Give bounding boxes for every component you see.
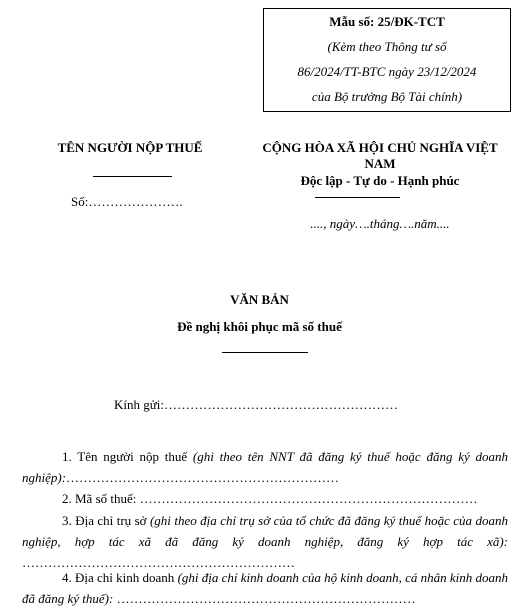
field-hint: (ghi theo địa chỉ trụ sở của tổ chức đã đăng ký thuế hoặc của doanh nghiệp, hợp tác xã đã đăng ký doanh nghiệp, đăng ký hợp tác xã):	[22, 513, 508, 549]
field-blank: ………………………………………………………	[66, 470, 340, 485]
field-label: 4. Địa chỉ kinh doanh	[62, 570, 178, 585]
document-subject: Đề nghị khôi phục mã số thuế	[177, 319, 342, 334]
field-label: 1. Tên người nộp thuế	[62, 449, 193, 464]
field-taxpayer-name	[22, 446, 508, 488]
left-divider	[93, 176, 172, 177]
field-hint: (ghi địa chỉ kinh doanh của hộ kinh doanh, cá nhân kinh doanh đã đăng ký thuế):	[22, 570, 508, 606]
country-name-line-1: CỘNG HÒA XÃ HỘI CHỦ NGHĨA VIỆT	[262, 140, 498, 155]
field-hint: (ghi theo tên NNT đã đăng ký thuế hoặc đăng ký doanh nghiệp):	[22, 449, 508, 485]
form-ref-line-1: (Kèm theo Thông tư số	[327, 39, 447, 54]
field-label: 3. Địa chỉ trụ sở	[62, 513, 150, 528]
document-number: Số:………………….	[71, 194, 183, 209]
field-label: 2. Mã số thuế:	[62, 491, 140, 506]
recipient-line: Kính gửi:………………………………………………	[114, 397, 399, 412]
field-head-office-address	[22, 510, 508, 573]
form-ref-line-2: 86/2024/TT-BTC ngày 23/12/2024	[297, 64, 477, 79]
field-business-address	[22, 567, 508, 609]
national-motto: Độc lập - Tự do - Hạnh phúc	[300, 173, 460, 188]
country-name-line-2: NAM	[364, 156, 396, 171]
form-code: Mẫu số: 25/ĐK-TCT	[329, 14, 445, 29]
date-line: ...., ngày….tháng….năm....	[310, 216, 450, 231]
taxpayer-name-heading: TÊN NGƯỜI NỘP THUẾ	[57, 140, 203, 155]
country-name	[250, 140, 510, 172]
form-code-box	[263, 8, 511, 112]
right-divider	[315, 197, 400, 198]
title-divider	[222, 352, 308, 353]
field-tax-code	[22, 488, 508, 509]
field-blank: ……………………………………………………………	[113, 591, 416, 606]
document-type: VĂN BẢN	[230, 292, 289, 307]
field-blank: ……………………………………………………………………	[139, 491, 478, 506]
field-blank: ………………………………………………………	[22, 555, 295, 570]
form-ref-line-3: của Bộ trưởng Bộ Tài chính)	[311, 89, 463, 104]
